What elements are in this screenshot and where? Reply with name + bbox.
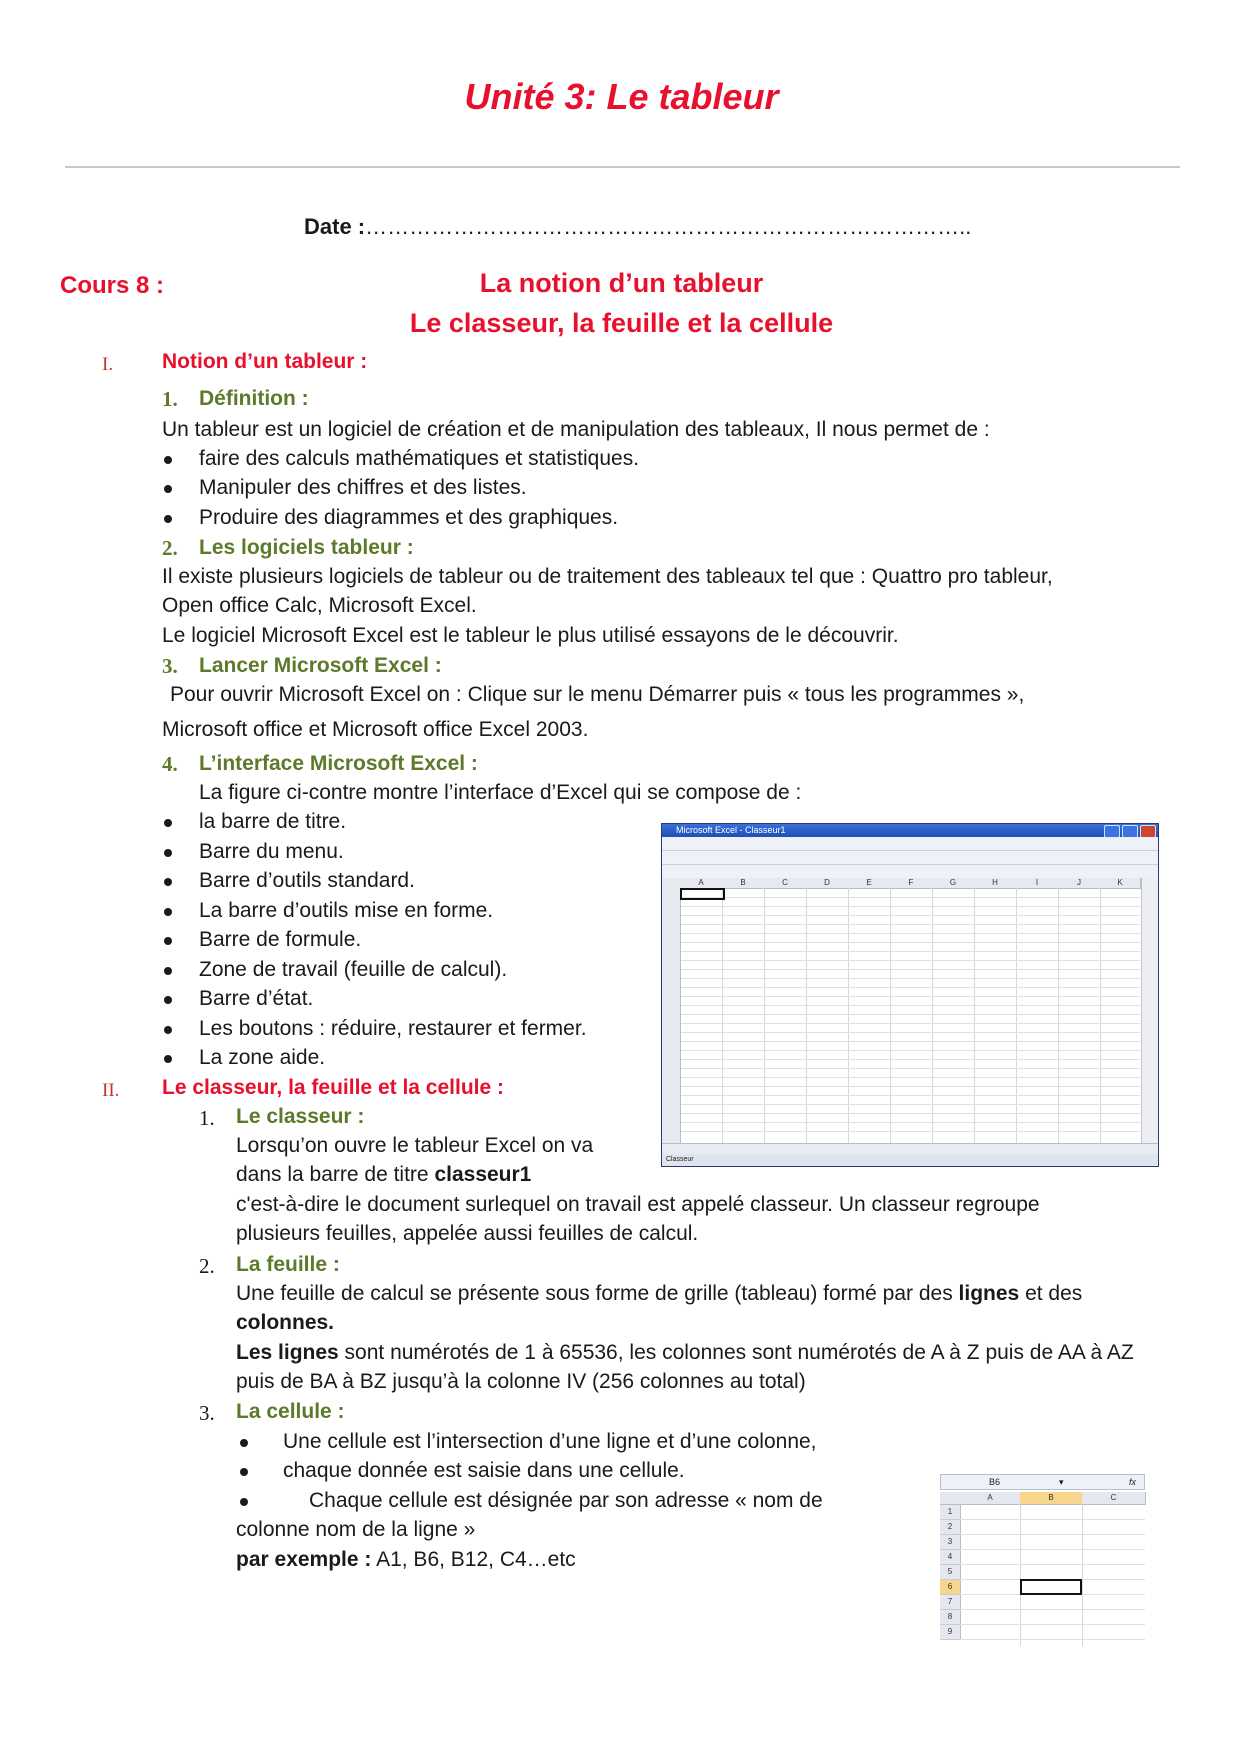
bullet-dot xyxy=(164,515,172,523)
col-header: G xyxy=(932,878,975,889)
col-header: B xyxy=(722,878,765,889)
sheet-tabs-bar xyxy=(662,1143,1158,1154)
interface-bullet-7: Barre d’état. xyxy=(199,987,314,1010)
interface-bullet-8: Les boutons : réduire, restaurer et fermer. xyxy=(199,1017,587,1040)
row-header-column xyxy=(662,888,681,1146)
bullet-dot xyxy=(164,819,172,827)
col-header-selected: B xyxy=(1020,1492,1083,1505)
row-header: 8 xyxy=(940,1610,961,1625)
bullet-dot xyxy=(240,1468,248,1476)
feuille-line1-a: Une feuille de calcul se présente sous forme de grille (tableau) formé par des xyxy=(236,1282,959,1305)
row-header: 5 xyxy=(940,1565,961,1580)
bullet-dot xyxy=(164,908,172,916)
classeur-title: Le classeur : xyxy=(236,1105,365,1128)
feuille-line2: colonnes. xyxy=(236,1311,335,1334)
logiciels-line3: Le logiciel Microsoft Excel est le tableur le plus utilisé essayons de le découvrir. xyxy=(162,624,899,647)
classeur-line4: plusieurs feuilles, appelée aussi feuilles de calcul. xyxy=(236,1222,699,1245)
name-box-value: B6 xyxy=(989,1477,1001,1487)
def-bullet-2: Manipuler des chiffres et des listes. xyxy=(199,476,527,499)
date-label: Date : xyxy=(304,214,366,239)
excel-menu-bar xyxy=(662,837,1158,851)
bullet-dot xyxy=(164,878,172,886)
row-header: 7 xyxy=(940,1595,961,1610)
col-header: C xyxy=(764,878,807,889)
date-line xyxy=(304,214,971,240)
col-header: F xyxy=(890,878,933,889)
bullet-dot xyxy=(164,967,172,975)
section1-number: I. xyxy=(102,354,114,375)
interface-bullet-3: Barre d’outils standard. xyxy=(199,869,415,892)
col-header: K xyxy=(1100,878,1141,889)
logiciels-number: 2. xyxy=(162,536,178,560)
def-text: Un tableur est un logiciel de création et de manipulation des tableaux, Il nous permet de : xyxy=(162,418,990,441)
vertical-scrollbar xyxy=(1141,878,1158,1146)
page-title: Unité 3: Le tableur xyxy=(464,76,779,117)
row-header: 1 xyxy=(940,1505,961,1520)
logiciels-line1: Il existe plusieurs logiciels de tableur ou de traitement des tableaux tel que : Quattro pro tableur, xyxy=(162,565,1053,588)
classeur-line1: Lorsqu’on ouvre le tableur Excel on va xyxy=(236,1134,594,1157)
lancer-number: 3. xyxy=(162,654,178,678)
dropdown-icon: ▾ xyxy=(1059,1477,1064,1487)
cours-label: Cours 8 : xyxy=(60,272,165,299)
col-header: D xyxy=(806,878,849,889)
bullet-dot xyxy=(164,996,172,1004)
def-bullet-1: faire des calculs mathématiques et statistiques. xyxy=(199,447,640,470)
section2-number: II. xyxy=(102,1080,120,1101)
fx-icon: fx xyxy=(1128,1477,1136,1487)
interface-bullet-1: la barre de titre. xyxy=(199,810,347,833)
cours-title: La notion d’un tableur xyxy=(479,268,764,298)
feuille-title: La feuille : xyxy=(236,1253,340,1276)
col-header: I xyxy=(1016,878,1059,889)
bullet-dot xyxy=(240,1498,248,1506)
def-bullet-3: Produire des diagrammes et des graphiques. xyxy=(199,506,619,529)
interface-bullet-5: Barre de formule. xyxy=(199,928,362,951)
feuille-number: 2. xyxy=(199,1254,215,1278)
cellule-bullet-1: Une cellule est l’intersection d’une ligne et d’une colonne, xyxy=(283,1430,817,1453)
interface-intro: La figure ci-contre montre l’interface d’Excel qui se compose de : xyxy=(199,781,802,804)
feuille-line1-bold: lignes xyxy=(958,1282,1020,1305)
col-header: A xyxy=(960,1492,1021,1505)
col-header: C xyxy=(1082,1492,1146,1505)
col-header: H xyxy=(974,878,1017,889)
feuille-line1 xyxy=(236,1282,1082,1306)
bullet-dot xyxy=(164,485,172,493)
bullet-dot xyxy=(164,1026,172,1034)
divider xyxy=(65,166,1180,168)
active-cell xyxy=(680,888,725,900)
example-label: par exemple : xyxy=(236,1548,372,1571)
excel-window-title: Microsoft Excel - Classeur1 xyxy=(676,825,786,835)
bullet-dot xyxy=(240,1439,248,1447)
cellule-bullet-2: chaque donnée est saisie dans une cellule. xyxy=(283,1459,685,1482)
feuille-line1-c: et des xyxy=(1019,1282,1083,1305)
logiciels-title: Les logiciels tableur : xyxy=(199,536,414,559)
lancer-title: Lancer Microsoft Excel : xyxy=(199,654,442,677)
excel-status-bar: Classeur xyxy=(662,1154,1159,1166)
lancer-line2: Microsoft office et Microsoft office Excel 2003. xyxy=(162,718,589,741)
excel-toolbar xyxy=(662,851,1158,865)
bullet-dot xyxy=(164,1055,172,1063)
bullet-dot xyxy=(164,937,172,945)
name-box xyxy=(940,1474,1145,1490)
bullet-dot xyxy=(164,849,172,857)
interface-bullet-6: Zone de travail (feuille de calcul). xyxy=(199,958,508,981)
excel-formula-bar xyxy=(662,865,1158,879)
feuille-line3-text: sont numérotés de 1 à 65536, les colonnes sont numérotés de A à Z puis de AA à AZ xyxy=(338,1341,1134,1364)
interface-bullet-9: La zone aide. xyxy=(199,1046,326,1069)
cellule-title: La cellule : xyxy=(236,1400,345,1423)
cellule-number: 3. xyxy=(199,1401,215,1425)
interface-bullet-4: La barre d’outils mise en forme. xyxy=(199,899,494,922)
def-number: 1. xyxy=(162,387,178,411)
col-header: J xyxy=(1058,878,1101,889)
classeur-line2-text: dans la barre de titre xyxy=(236,1163,435,1186)
classeur-line2-bold: classeur1 xyxy=(434,1163,532,1186)
corner-cell xyxy=(940,1492,961,1505)
cellule-bullet-3: Chaque cellule est désignée par son adresse « nom de xyxy=(309,1489,823,1512)
feuille-line4: puis de BA à BZ jusqu’à la colonne IV (256 colonnes au total) xyxy=(236,1370,806,1393)
cours-subtitle: Le classeur, la feuille et la cellule xyxy=(409,308,834,338)
interface-bullet-2: Barre du menu. xyxy=(199,840,344,863)
cellule-line4: colonne nom de la ligne » xyxy=(236,1518,476,1541)
excel-interface-screenshot xyxy=(661,823,1159,1167)
selected-cell-b6 xyxy=(1020,1579,1082,1595)
cellule-example xyxy=(236,1548,576,1572)
col-header: A xyxy=(680,878,723,889)
row-header-selected: 6 xyxy=(940,1580,961,1595)
def-title: Définition : xyxy=(199,387,309,410)
col-header: E xyxy=(848,878,891,889)
row-header: 2 xyxy=(940,1520,961,1535)
row-header: 3 xyxy=(940,1535,961,1550)
excel-title-bar xyxy=(662,824,1158,837)
row-header: 9 xyxy=(940,1625,961,1640)
interface-number: 4. xyxy=(162,752,178,776)
cell-address-screenshot xyxy=(940,1474,1145,1646)
section2-title: Le classeur, la feuille et la cellule : xyxy=(162,1076,504,1099)
classeur-line3: c'est-à-dire le document surlequel on travail est appelé classeur. Un classeur regroupe xyxy=(236,1193,1040,1216)
classeur-line2 xyxy=(236,1163,531,1187)
section1-title: Notion d’un tableur : xyxy=(162,350,368,373)
logiciels-line2: Open office Calc, Microsoft Excel. xyxy=(162,594,477,617)
classeur-number: 1. xyxy=(199,1106,215,1130)
feuille-line3 xyxy=(236,1341,1134,1365)
interface-title: L’interface Microsoft Excel : xyxy=(199,752,478,775)
date-dots: ……………………………………………………………………….. xyxy=(365,214,972,239)
example-text: A1, B6, B12, C4…etc xyxy=(371,1548,576,1571)
row-header: 4 xyxy=(940,1550,961,1565)
excel-grid xyxy=(662,878,1140,1146)
feuille-line3-bold: Les lignes xyxy=(236,1341,339,1364)
bullet-dot xyxy=(164,456,172,464)
lancer-line1: Pour ouvrir Microsoft Excel on : Clique sur le menu Démarrer puis « tous les programmes », xyxy=(170,683,1025,706)
